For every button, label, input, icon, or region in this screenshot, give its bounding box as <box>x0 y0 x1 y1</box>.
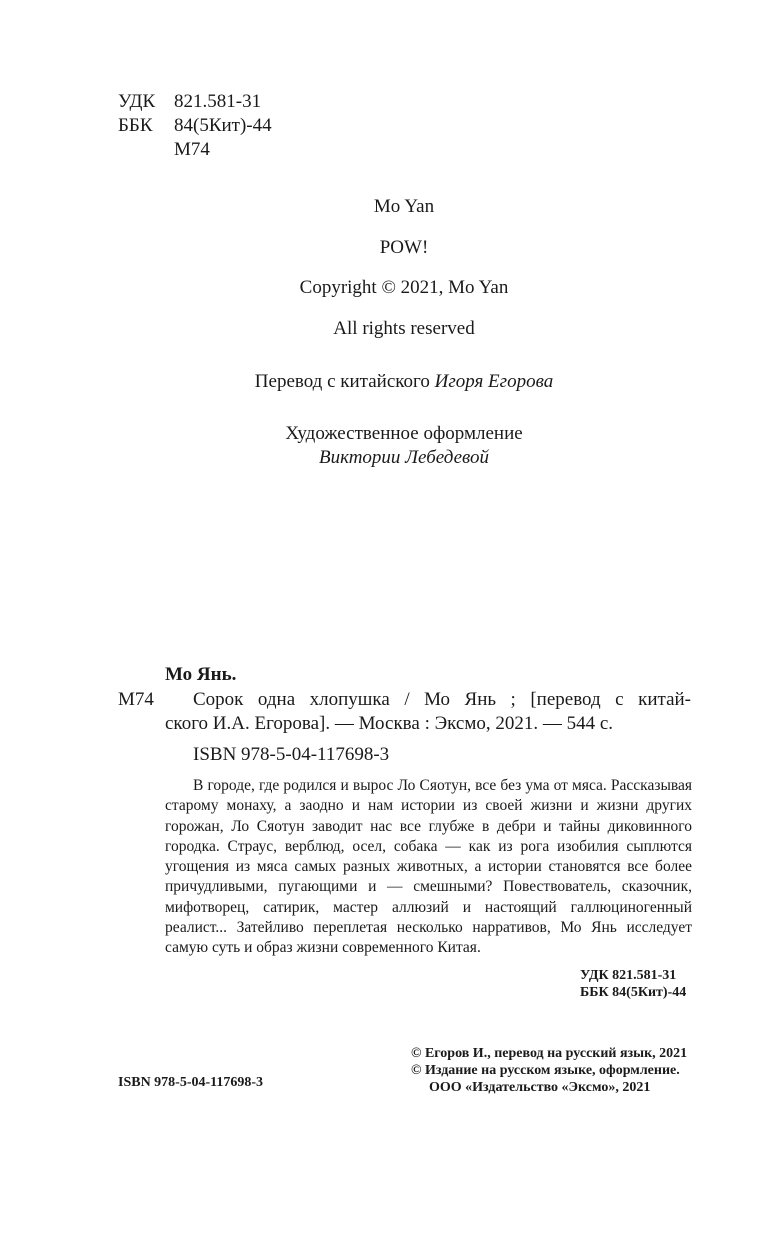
copyright-translation: © Егоров И., перевод на русский язык, 2021 <box>411 1046 688 1061</box>
original-title: POW! <box>379 237 429 258</box>
bib-title-line2: ского И.А. Егорова]. — Москва : Эксмо, 2021. — 544 с. <box>165 713 614 734</box>
translation-line <box>0 370 768 394</box>
footer-isbn: ISBN 978-5-04-117698-3 <box>118 1075 264 1090</box>
bbk-label: ББК <box>118 115 153 136</box>
bib-author: Мо Янь. <box>165 664 237 685</box>
designer-name: Виктории Лебедевой <box>318 447 490 468</box>
index-bbk: ББК 84(5Кит)-44 <box>580 985 687 1000</box>
index-udk: УДК 821.581-31 <box>580 968 677 983</box>
annotation-paragraph: В городе, где родился и вырос Ло Сяотун, все без ума от мяса. Рассказывая старому монаху, а заодно и нам истории из своей жизни и жизни других горожан, Ло Сяотун заводит нас все глубже в дебри и тайны диковинного городка. Страус, верблюд, осел, собака — как из рога изобилия сыплются угощения из мяса самых разных животных, а истории становятся все более причудливыми, пугающими и — смешными? Повествователь, сказочник, мифотворец, сатирик, мастер аллюзий и настоящий галлюциногенный реалист... Затейливо переплетая несколько нарративов, Мо Янь исследует самую суть и образ жизни современного Китая. <box>165 777 692 957</box>
bib-title-line1: Сорок одна хлопушка / Мо Янь ; [перевод с китай- <box>193 689 691 710</box>
bib-isbn: ISBN 978-5-04-117698-3 <box>193 744 390 765</box>
bib-title <box>165 688 691 736</box>
bib-code: М74 <box>118 689 154 710</box>
copyright-edition: © Издание на русском языке, оформление. <box>411 1063 680 1078</box>
udk-label: УДК <box>118 91 156 112</box>
translator-name: Игоря Егорова <box>434 371 554 392</box>
publisher-line: ООО «Издательство «Эксмо», 2021 <box>429 1080 651 1095</box>
udk-value: 821.581-31 <box>174 91 262 112</box>
copyright-block <box>411 1045 687 1096</box>
udk-row <box>118 90 261 114</box>
author-sign-row <box>118 138 210 162</box>
original-author: Mo Yan <box>373 196 435 217</box>
bbk-row <box>118 114 272 138</box>
bbk-value: 84(5Кит)-44 <box>174 115 272 136</box>
author-sign: М74 <box>174 139 210 160</box>
rights-line: All rights reserved <box>333 318 475 339</box>
copyright-line: Copyright © 2021, Mo Yan <box>299 277 509 298</box>
translation-prefix: Перевод с китайского <box>254 371 435 392</box>
design-label: Художественное оформление <box>285 423 523 444</box>
